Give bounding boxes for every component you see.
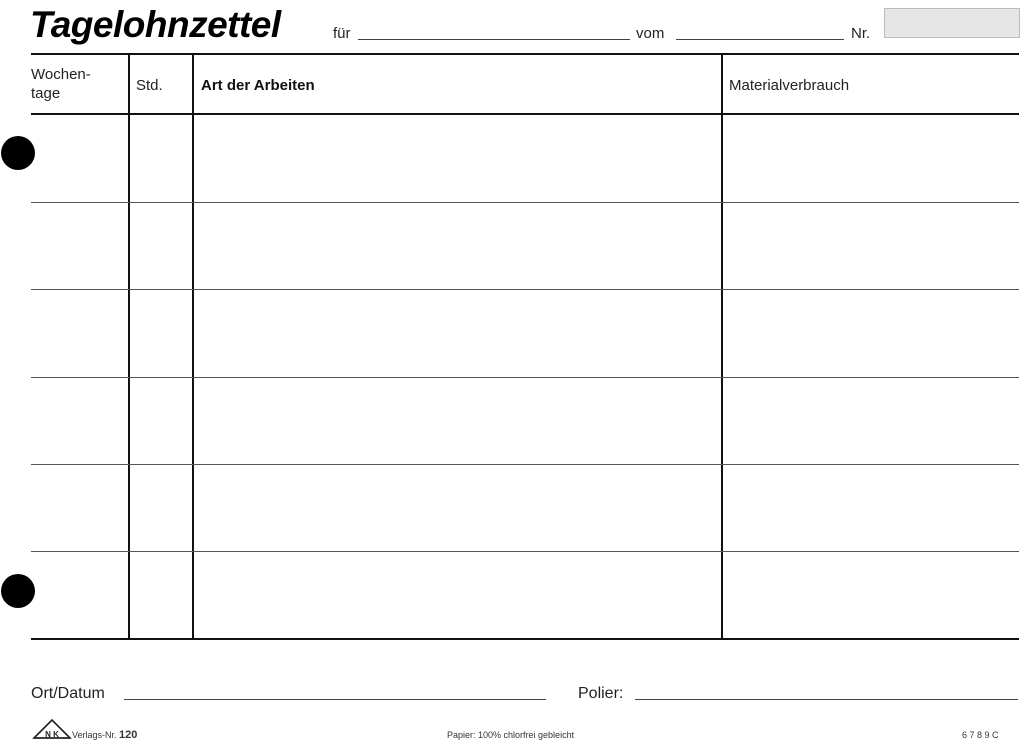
polier-label: Polier:	[578, 685, 624, 702]
form-code: 6 7 8 9 C	[962, 730, 999, 740]
vom-label: vom	[636, 25, 665, 42]
nr-field[interactable]	[884, 8, 1020, 38]
verlag-text: Verlags-Nr.	[72, 730, 117, 740]
form-title: Tagelohnzettel	[30, 4, 281, 45]
table-bottom-border	[31, 638, 1019, 640]
punch-hole-icon	[1, 136, 35, 170]
ort-datum-field[interactable]	[124, 699, 546, 700]
verlag-label	[72, 729, 137, 741]
column-header-materialverbrauch: Materialverbrauch	[729, 77, 850, 94]
table-header-border	[31, 113, 1019, 115]
verlag-number: 120	[119, 729, 138, 741]
nr-label: Nr.	[851, 25, 871, 42]
vom-field[interactable]	[676, 39, 844, 40]
table-row-line	[31, 377, 1019, 378]
column-header-wochentage-text: Wochen- tage	[31, 66, 91, 102]
table-row-line	[31, 551, 1019, 552]
table-row-line	[31, 464, 1019, 465]
column-header-wochentage	[31, 65, 126, 103]
polier-field[interactable]	[635, 699, 1018, 700]
publisher-logo-icon	[32, 718, 72, 740]
column-header-art-der-arbeiten: Art der Arbeiten	[201, 77, 315, 94]
table-row-line	[31, 289, 1019, 290]
punch-hole-icon	[1, 574, 35, 608]
table-row-line	[31, 202, 1019, 203]
column-header-std: Std.	[136, 77, 163, 94]
papier-note: Papier: 100% chlorfrei gebleicht	[447, 730, 575, 740]
fuer-label: für	[333, 25, 351, 42]
svg-text:N K: N K	[45, 730, 59, 739]
fuer-field[interactable]	[358, 39, 630, 40]
ort-datum-label: Ort/Datum	[31, 685, 105, 702]
table-top-border	[31, 53, 1019, 55]
